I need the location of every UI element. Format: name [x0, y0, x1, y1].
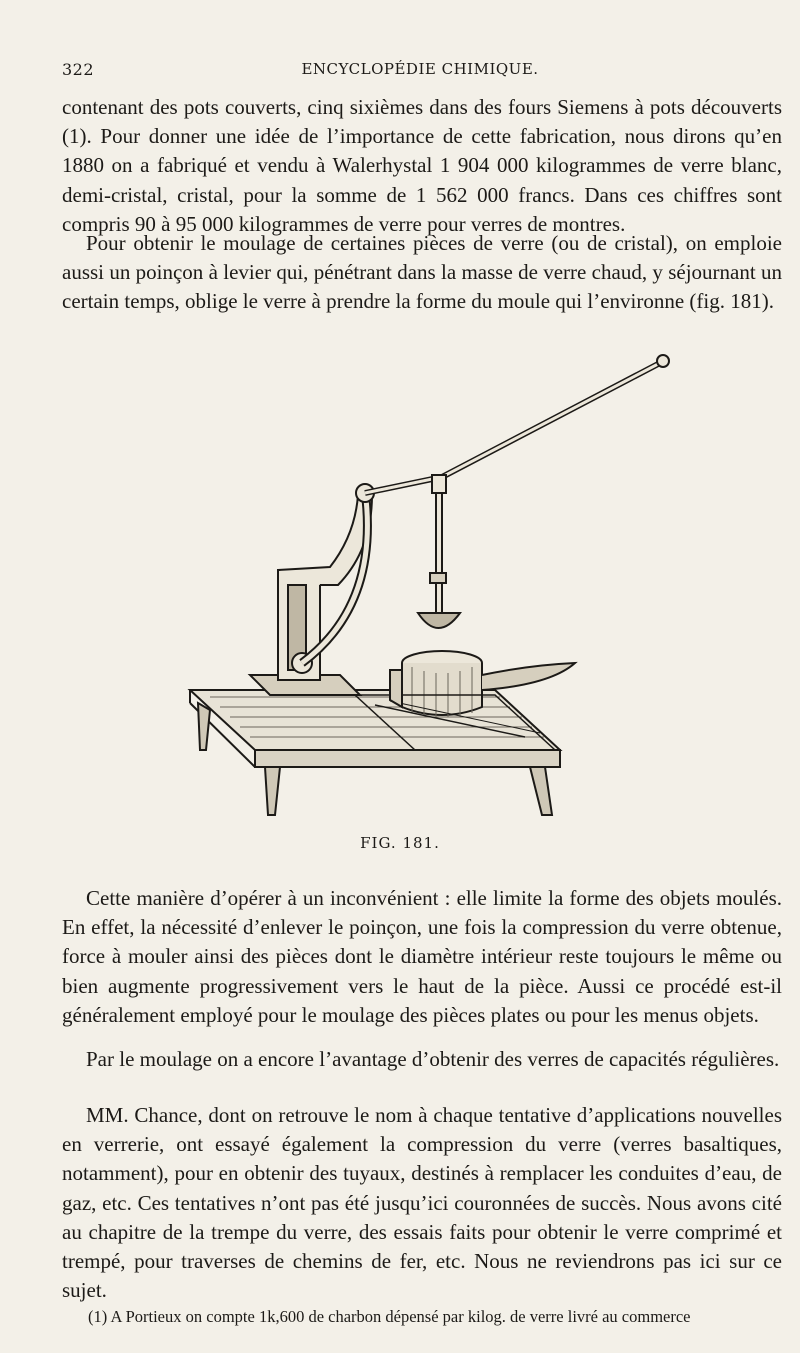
figure-caption: FIG. 181. — [360, 834, 440, 852]
running-title: ENCYCLOPÉDIE CHIMIQUE. — [301, 60, 539, 78]
press-mould-handle — [482, 663, 575, 690]
press-plunger-rod — [436, 477, 442, 617]
footnote: (1) A Portieux on compte 1k,600 de charbon dépensé par kilog. de verre livré au commerce — [88, 1307, 691, 1326]
paragraph-lever-punch: Pour obtenir le moulage de certaines pièces de verre (ou de cristal), on emploie aussi un poinçon à levier qui, pénétrant dans la masse de verre chaud, y séjournant un certain temps, oblige le verre à prendre la forme du moule qui l’environne (fig. 181). — [62, 231, 782, 314]
press-leg-front-left — [265, 767, 280, 815]
paragraph-continuation: contenant des pots couverts, cinq sixièmes dans des fours Siemens à pots découverts (1). Pour donner une idée de l’importance de cette fabrication, nous dirons qu’en 1880 on a fabriqué et vendu à Walerhystal 1 904 000 kilogrammes de verre blanc, demi-cristal, cristal, pour la somme de 1 562 000 francs. Dans ces chiffres sont compris 90 à 95 000 kilogrammes de verre pour verres de montres. — [62, 95, 782, 236]
paragraph-chance: MM. Chance, dont on retrouve le nom à chaque tentative d’applications nouvelles en verrerie, ont essayé également la compression du verre (verres basaltiques, notamment), pour en obtenir des tuyaux, destinés à remplacer les conduites d’eau, de gaz, etc. Ces tentatives n’ont pas été jusqu’ici couronnées de succès. Nous avons cité au chapitre de la trempe du verre, des essais faits pour obtenir le verre comprimé et trempé, pour traverses de chemins de fer, etc. Nous ne reviendrons pas ici sur ce sujet. — [62, 1103, 782, 1303]
page-number: 322 — [62, 60, 95, 79]
press-leg-back-left — [198, 703, 210, 750]
page-header — [62, 60, 778, 84]
press-leg-front-right — [530, 767, 552, 815]
press-mould-body — [402, 663, 482, 715]
paragraph-capacities: Par le moulage on a encore l’avantage d’obtenir des verres de capacités régulières. — [86, 1047, 780, 1071]
press-table-top — [190, 690, 560, 750]
figure-lever-press — [180, 345, 680, 825]
lever-press-illustration — [180, 345, 680, 825]
press-lever-handle — [365, 363, 660, 493]
press-table-edge — [255, 750, 560, 767]
paragraph-inconvenience: Cette manière d’opérer à un inconvénient : elle limite la forme des objets moulés. En effet, la nécessité d’enlever le poinçon, une fois la compression du verre obtenue, force à mouler ainsi des pièces dont le diamètre intérieur reste toujours le même ou bien augmente progressivement vers le haut de la pièce. Aussi ce procédé est-il généralement employé pour le moulage des pièces plates ou pour les menus objets. — [62, 886, 782, 1027]
press-lever-knob — [657, 355, 669, 367]
press-plunger-head — [418, 613, 460, 628]
